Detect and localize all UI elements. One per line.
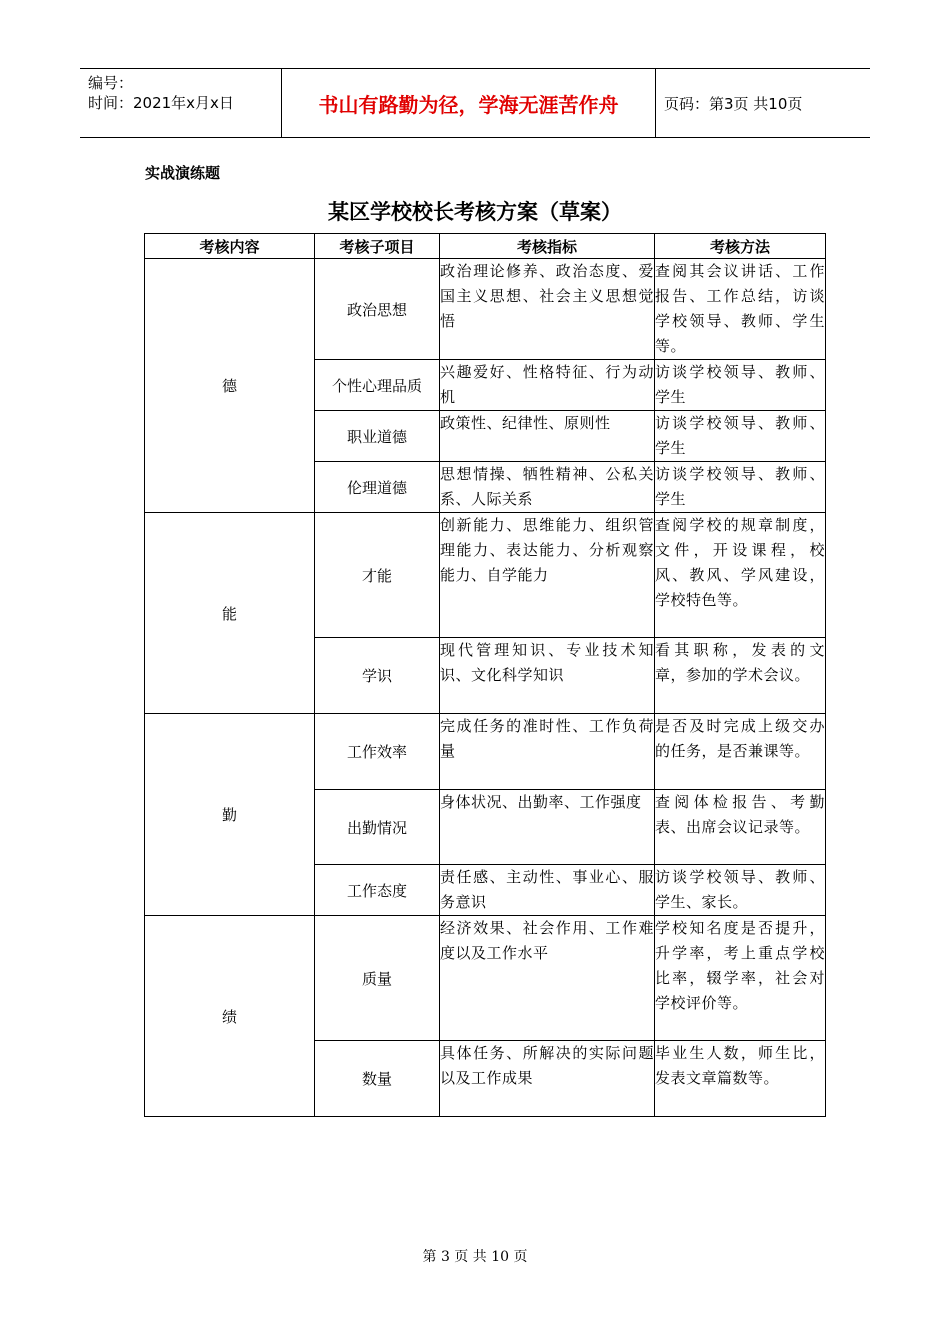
subitem-cell: 质量 — [315, 916, 440, 1041]
header-divider — [655, 69, 656, 137]
table-header-row — [145, 234, 826, 259]
document-number-label: 编号： — [88, 74, 134, 92]
subitem-cell: 个性心理品质 — [315, 360, 440, 411]
method-cell: 访谈学校领导、教师、学生 — [655, 411, 826, 462]
method-cell: 查阅学校的规章制度，文件，开设课程，校风、教风、学风建设，学校特色等。 — [655, 513, 826, 638]
indicator-cell: 责任感、主动性、事业心、服务意识 — [440, 865, 655, 916]
subitem-cell: 学识 — [315, 638, 440, 714]
column-header: 考核方法 — [655, 234, 826, 259]
subitem-cell: 政治思想 — [315, 259, 440, 360]
method-cell: 查阅体检报告、考勤表、出席会议记录等。 — [655, 790, 826, 865]
header-motto: 书山有路勤为径，学海无涯苦作舟 — [318, 92, 619, 117]
indicator-cell: 完成任务的准时性、工作负荷量 — [440, 714, 655, 790]
category-cell: 绩 — [145, 916, 315, 1117]
indicator-cell: 身体状况、出勤率、工作强度 — [440, 790, 655, 865]
table-row — [145, 916, 826, 1041]
table-row — [145, 714, 826, 790]
method-cell: 学校知名度是否提升，升学率，考上重点学校比率，辍学率，社会对学校评价等。 — [655, 916, 826, 1041]
document-title: 某区学校校长考核方案（草案） — [328, 200, 622, 224]
subitem-cell: 出勤情况 — [315, 790, 440, 865]
method-cell: 访谈学校领导、教师、学生 — [655, 462, 826, 513]
page-header — [80, 68, 870, 138]
subitem-cell: 职业道德 — [315, 411, 440, 462]
table-row — [145, 259, 826, 360]
method-cell: 毕业生人数，师生比，发表文章篇数等。 — [655, 1041, 826, 1117]
subitem-cell: 伦理道德 — [315, 462, 440, 513]
indicator-cell: 政治理论修养、政治态度、爱国主义思想、社会主义思想觉悟 — [440, 259, 655, 360]
method-cell: 看其职称，发表的文章，参加的学术会议。 — [655, 638, 826, 714]
method-cell: 查阅其会议讲话、工作报告、工作总结，访谈学校领导、教师、学生等。 — [655, 259, 826, 360]
column-header: 考核指标 — [440, 234, 655, 259]
indicator-cell: 兴趣爱好、性格特征、行为动机 — [440, 360, 655, 411]
indicator-cell: 现代管理知识、专业技术知识、文化科学知识 — [440, 638, 655, 714]
page-footer: 第 3 页 共 10 页 — [422, 1249, 528, 1265]
assessment-table — [144, 233, 826, 1117]
indicator-cell: 创新能力、思维能力、组织管理能力、表达能力、分析观察能力、自学能力 — [440, 513, 655, 638]
column-header: 考核内容 — [145, 234, 315, 259]
indicator-cell: 具体任务、所解决的实际问题以及工作成果 — [440, 1041, 655, 1117]
subitem-cell: 工作态度 — [315, 865, 440, 916]
subitem-cell: 才能 — [315, 513, 440, 638]
category-cell: 能 — [145, 513, 315, 714]
method-cell: 访谈学校领导、教师、学生、家长。 — [655, 865, 826, 916]
subitem-cell: 数量 — [315, 1041, 440, 1117]
document-time-label: 时间：2021年x月x日 — [88, 94, 234, 112]
method-cell: 访谈学校领导、教师、学生 — [655, 360, 826, 411]
header-page-info: 页码：第3页 共10页 — [664, 95, 803, 113]
table-row — [145, 513, 826, 638]
column-header: 考核子项目 — [315, 234, 440, 259]
category-cell: 勤 — [145, 714, 315, 916]
indicator-cell: 政策性、纪律性、原则性 — [440, 411, 655, 462]
category-cell: 德 — [145, 259, 315, 513]
indicator-cell: 经济效果、社会作用、工作难度以及工作水平 — [440, 916, 655, 1041]
subitem-cell: 工作效率 — [315, 714, 440, 790]
indicator-cell: 思想情操、牺牲精神、公私关系、人际关系 — [440, 462, 655, 513]
header-meta — [88, 73, 280, 113]
method-cell: 是否及时完成上级交办的任务，是否兼课等。 — [655, 714, 826, 790]
section-label: 实战演练题 — [145, 164, 221, 182]
